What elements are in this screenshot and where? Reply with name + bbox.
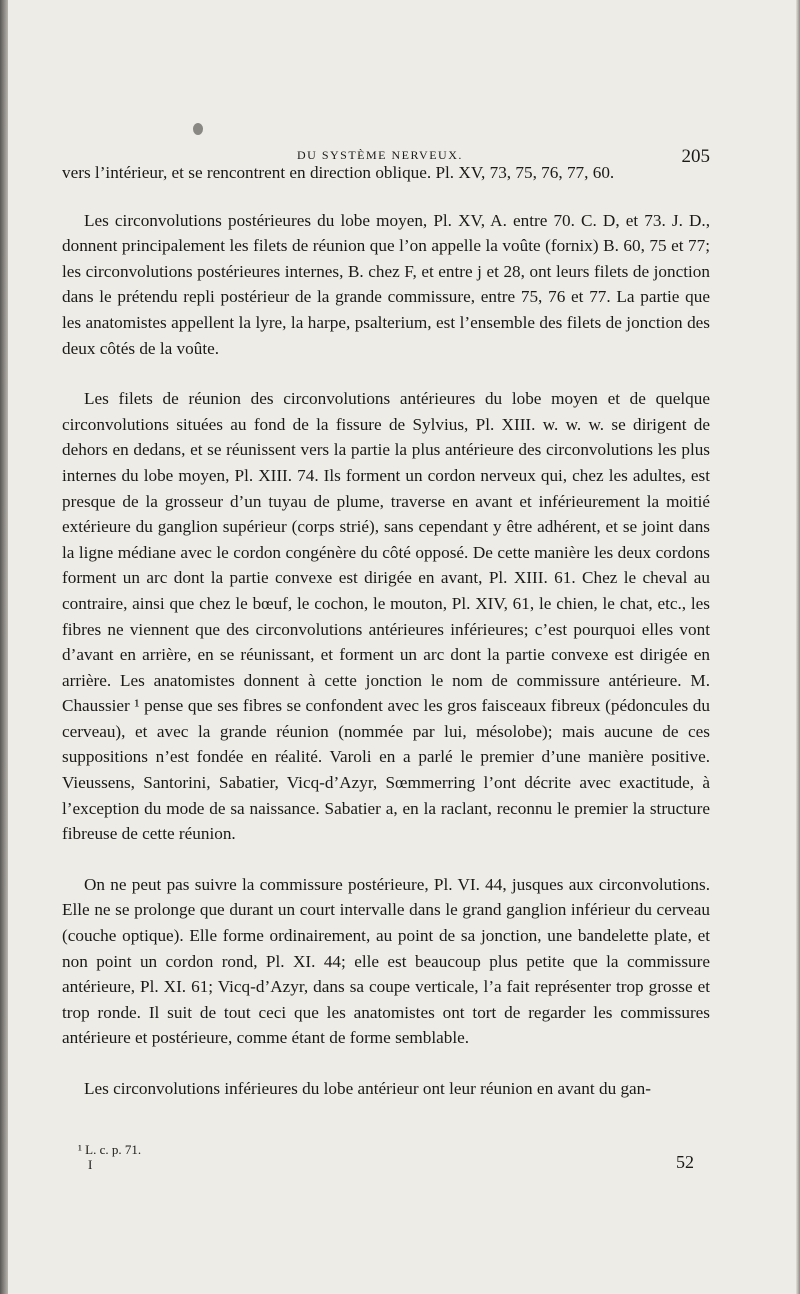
paragraph: Les circonvolutions inférieures du lobe antérieur ont leur réunion en avant du gan- bbox=[84, 1079, 651, 1098]
running-title: DU SYSTÈME NERVEUX. bbox=[297, 148, 463, 162]
paragraph: Les circonvolutions postérieures du lobe moyen, Pl. XV, A. entre 70. C. D, et 73. J. D., donnent principalement les filets de réunion que l’on appelle la voûte (fornix) B. 60, 75 et 77; les circonvolutions postérieures internes, B. chez F, et entre j et 28, ont leurs filets de jonction dans le prétendu repli postérieur de la grande commissure, entre 75, 76 et 77. La partie que les anatomistes appellent la lyre, la harpe, psalterium, est l’ensemble des filets de jonction des deux côtés de la voûte. bbox=[62, 210, 710, 358]
page-edge-right bbox=[796, 0, 800, 1294]
ink-blot bbox=[193, 123, 203, 135]
paragraph: vers l’intérieur, et se rencontrent en direction oblique. Pl. XV, 73, 75, 76, 77, 60. bbox=[62, 163, 615, 182]
footnote: ¹ L. c. p. 71. bbox=[78, 1142, 142, 1157]
paragraph: Les filets de réunion des circonvolutions antérieures du lobe moyen et de quelque circonvolutions situées au fond de la fissure de Sylvius, Pl. XIII. w. w. w. se dirigent de dehors en dedans, et se réunissent vers la partie la plus antérieure des circonvolutions les plus internes du lobe moyen, Pl. XIII. 74. Ils forment un cordon nerveux qui, chez les adultes, est presque de la grosseur d’un tuyau de plume, traverse en avant et inférieurement la moitié extérieure du ganglion supérieur (corps strié), sans cependant y être adhérent, et se joint dans la ligne médiane avec le cordon congénère du côté opposé. De cette manière les deux cordons forment un arc dont la partie convexe est dirigée en avant, Pl. XIII. 61. Chez le cheval au contraire, ainsi que chez le bœuf, le cochon, le mouton, Pl. XIV, 61, le chien, le chat, etc., les fibres ne viennent que des circonvolutions antérieures inférieures; c’est pourquoi elles vont d’avant en arrière, en se réunissant, et forment un arc dont la partie convexe est dirigée en arrière. Les anatomistes donnent à cette jonction le nom de commissure antérieure. M. Chaussier ¹ pense que ses fibres se confondent avec les gros faisceaux fibreux (pédoncules du cerveau), et avec la grande réunion (nommée par lui, mésolobe); mais aucune de ces suppositions n’est fondée en réalité. Varoli en a parlé le premier d’une manière positive. Vieussens, Santorini, Sabatier, Vicq-d’Azyr, Sœmmerring l’ont décrite avec exactitude, à l’exception du mode de sa naissance. Sabatier a, en la raclant, reconnu le premier la structure fibreuse de cette réunion. bbox=[62, 389, 710, 844]
page-number: 205 bbox=[681, 146, 710, 167]
body-text bbox=[62, 160, 710, 1102]
signature-mark: I bbox=[88, 1157, 93, 1172]
paragraph: On ne peut pas suivre la commissure postérieure, Pl. VI. 44, jusques aux circonvolutions. Elle ne se prolonge que durant un court intervalle dans le grand ganglion inférieur du cerveau (couche optique). Elle forme ordinairement, au point de sa jonction, une bandelette plate, et non point un cordon rond, Pl. XI. 44; elle est beaucoup plus petite que la commissure antérieure, Pl. XI. 61; Vicq-d’Azyr, dans sa coupe verticale, l’a fait représenter trop grosse et trop ronde. Il suit de tout ceci que les anatomistes ont tort de regarder les commissures antérieure et postérieure, comme étant de forme semblable. bbox=[62, 874, 710, 1048]
sheet-number: 52 bbox=[676, 1152, 694, 1172]
page-edge-shadow bbox=[0, 0, 8, 1294]
